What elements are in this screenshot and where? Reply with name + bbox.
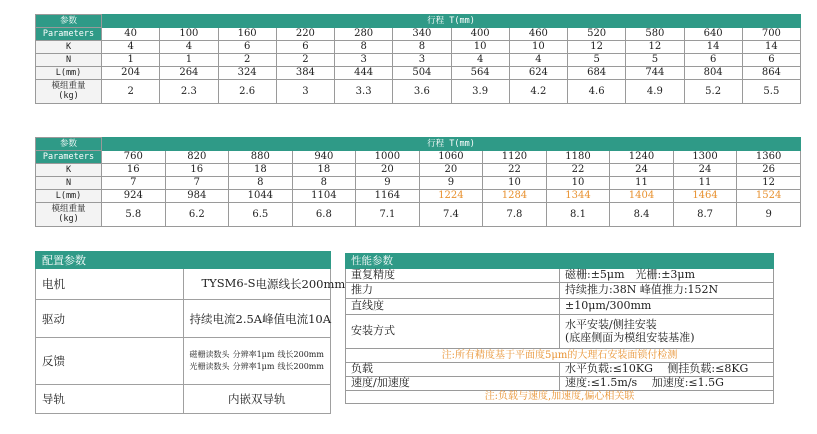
cell: 4 xyxy=(451,54,509,67)
cell: 12 xyxy=(737,177,801,190)
cell: 1360 xyxy=(737,151,801,164)
cell: 624 xyxy=(509,67,567,80)
cell: 3 xyxy=(335,54,393,67)
cell: 744 xyxy=(626,67,684,80)
weight-row xyxy=(36,203,801,227)
drive-value xyxy=(183,300,331,338)
fb-optical-resolution: 分辨率1μm xyxy=(232,362,275,371)
fb-optical-cable: 线长200mm xyxy=(277,362,324,371)
weight-label xyxy=(36,203,102,227)
k-label: K xyxy=(36,41,102,54)
performance-title: 性能参数 xyxy=(346,254,774,269)
drive-continuous: 持续电流2.5A xyxy=(189,311,263,326)
cell: 504 xyxy=(393,67,451,80)
parameters-label: Parameters xyxy=(36,28,102,41)
cell: 7 xyxy=(165,177,229,190)
cell: 880 xyxy=(229,151,293,164)
cell: 4.2 xyxy=(509,80,567,104)
cell: 324 xyxy=(218,67,276,80)
cell: 18 xyxy=(292,164,356,177)
cell: 8 xyxy=(229,177,293,190)
cell: 1240 xyxy=(610,151,674,164)
cell: 12 xyxy=(626,41,684,54)
cell: 1120 xyxy=(483,151,547,164)
cell: 2.3 xyxy=(160,80,218,104)
cell: 7.1 xyxy=(356,203,420,227)
cell: 9 xyxy=(737,203,801,227)
cell: 924 xyxy=(102,190,166,203)
cell: 2 xyxy=(276,54,334,67)
cell: 10 xyxy=(546,177,610,190)
cell: 40 xyxy=(102,28,160,41)
cell: 14 xyxy=(684,41,742,54)
fb-magnetic-cable: 线长200mm xyxy=(277,350,324,359)
thrust-label: 推力 xyxy=(346,283,560,299)
cell: 4 xyxy=(509,54,567,67)
cell: 160 xyxy=(218,28,276,41)
cell: 100 xyxy=(160,28,218,41)
config-table xyxy=(35,251,346,414)
cell: 16 xyxy=(165,164,229,177)
k-row xyxy=(36,164,801,177)
cell: 18 xyxy=(229,164,293,177)
speed-label: 速度/加速度 xyxy=(346,377,560,391)
cell: 3.6 xyxy=(393,80,451,104)
install-row xyxy=(346,315,774,349)
cell-highlight: 1464 xyxy=(673,190,737,203)
cell: 2.6 xyxy=(218,80,276,104)
config-title: 配置参数 xyxy=(36,252,331,269)
motor-cable: 电源线长200mm xyxy=(255,277,346,291)
param-label: 参数 xyxy=(36,15,102,28)
cell: 5 xyxy=(626,54,684,67)
speed-row xyxy=(346,377,774,391)
motor-model: TYSM6-S xyxy=(201,276,256,290)
cell: 4 xyxy=(102,41,160,54)
install-value-line2: (底座侧面为模组安装基准) xyxy=(565,330,695,344)
cell: 11 xyxy=(673,177,737,190)
cell: 6.5 xyxy=(229,203,293,227)
load-value: 水平负载:≤10KG 侧挂负载:≤8KG xyxy=(560,363,774,377)
cell: 7.8 xyxy=(483,203,547,227)
guide-label: 导轨 xyxy=(36,385,184,414)
cell: 1044 xyxy=(229,190,293,203)
cell: 4.6 xyxy=(568,80,626,104)
n-label: N xyxy=(36,54,102,67)
cell: 5.5 xyxy=(742,80,800,104)
stroke-row xyxy=(36,151,801,164)
cell: 400 xyxy=(451,28,509,41)
stroke-header: 行程 T(mm) xyxy=(102,138,801,151)
cell: 24 xyxy=(610,164,674,177)
cell: 4.9 xyxy=(626,80,684,104)
cell: 444 xyxy=(335,67,393,80)
cell: 264 xyxy=(160,67,218,80)
cell: 760 xyxy=(102,151,166,164)
feedback-label: 反馈 xyxy=(36,338,184,385)
stroke-header: 行程 T(mm) xyxy=(102,15,801,28)
k-row xyxy=(36,41,801,54)
weight-label-line1: 模组重量 xyxy=(51,80,86,91)
fb-magnetic-head: 磁栅读数头 xyxy=(189,350,230,359)
motor-label: 电机 xyxy=(36,269,184,300)
cell: 220 xyxy=(276,28,334,41)
feedback-row xyxy=(36,338,331,385)
cell: 9 xyxy=(419,177,483,190)
feedback-value xyxy=(183,338,331,385)
cell: 8 xyxy=(335,41,393,54)
n-label: N xyxy=(36,177,102,190)
drive-row xyxy=(36,300,331,338)
cell: 6 xyxy=(684,54,742,67)
cell-highlight: 1404 xyxy=(610,190,674,203)
cell: 10 xyxy=(483,177,547,190)
cell: 1104 xyxy=(292,190,356,203)
n-row xyxy=(36,54,801,67)
l-label: L(mm) xyxy=(36,190,102,203)
cell: 9 xyxy=(356,177,420,190)
cell: 820 xyxy=(165,151,229,164)
cell-highlight: 1284 xyxy=(483,190,547,203)
cell: 340 xyxy=(393,28,451,41)
l-label: L(mm) xyxy=(36,67,102,80)
motor-row xyxy=(36,269,331,300)
cell: 11 xyxy=(610,177,674,190)
drive-peak: 峰值电流10A xyxy=(262,311,332,326)
cell: 1164 xyxy=(356,190,420,203)
guide-value: 内嵌双导轨 xyxy=(183,385,331,414)
cell: 520 xyxy=(568,28,626,41)
cell: 3 xyxy=(276,80,334,104)
cell: 6 xyxy=(218,41,276,54)
cell: 7 xyxy=(102,177,166,190)
n-row xyxy=(36,177,801,190)
cell: 564 xyxy=(451,67,509,80)
cell: 6 xyxy=(276,41,334,54)
cell: 14 xyxy=(742,41,800,54)
motor-value xyxy=(183,269,346,300)
repeat-value: 磁栅:±5μm 光栅:±3μm xyxy=(560,269,774,283)
weight-label-line2: (kg) xyxy=(58,213,79,224)
stroke-row xyxy=(36,28,801,41)
cell-highlight: 1524 xyxy=(737,190,801,203)
cell: 8 xyxy=(393,41,451,54)
straightness-row xyxy=(346,299,774,315)
straightness-value: ±10μm/300mm xyxy=(560,299,774,315)
cell: 3.9 xyxy=(451,80,509,104)
thrust-value: 持续推力:38N 峰值推力:152N xyxy=(560,283,774,299)
weight-row xyxy=(36,80,801,104)
cell: 8 xyxy=(292,177,356,190)
stroke-table-2 xyxy=(35,137,801,227)
install-value xyxy=(560,315,774,349)
install-label: 安装方式 xyxy=(346,315,560,349)
cell: 20 xyxy=(419,164,483,177)
repeat-row xyxy=(346,269,774,283)
cell: 940 xyxy=(292,151,356,164)
cell: 984 xyxy=(165,190,229,203)
k-label: K xyxy=(36,164,102,177)
performance-table xyxy=(345,253,774,404)
cell: 26 xyxy=(737,164,801,177)
cell: 2 xyxy=(218,54,276,67)
load-row xyxy=(346,363,774,377)
l-row xyxy=(36,67,801,80)
cell: 6 xyxy=(742,54,800,67)
cell: 580 xyxy=(626,28,684,41)
cell: 6.8 xyxy=(292,203,356,227)
cell: 8.1 xyxy=(546,203,610,227)
cell: 3 xyxy=(393,54,451,67)
param-label: 参数 xyxy=(36,138,102,151)
cell: 6.2 xyxy=(165,203,229,227)
cell: 8.4 xyxy=(610,203,674,227)
cell: 10 xyxy=(451,41,509,54)
guide-row xyxy=(36,385,331,414)
load-note: 注:负载与速度,加速度,偏心相关联 xyxy=(346,391,774,404)
parameters-label: Parameters xyxy=(36,151,102,164)
install-value-line1: 水平安装/侧挂安装 xyxy=(565,317,657,331)
cell: 3.3 xyxy=(335,80,393,104)
cell: 1060 xyxy=(419,151,483,164)
cell: 8.7 xyxy=(673,203,737,227)
cell: 22 xyxy=(483,164,547,177)
fb-optical-head: 光栅读数头 xyxy=(189,362,230,371)
cell: 24 xyxy=(673,164,737,177)
cell: 5 xyxy=(568,54,626,67)
cell: 2 xyxy=(102,80,160,104)
cell: 22 xyxy=(546,164,610,177)
cell: 204 xyxy=(102,67,160,80)
cell: 640 xyxy=(684,28,742,41)
cell: 280 xyxy=(335,28,393,41)
cell: 1 xyxy=(160,54,218,67)
fb-magnetic-resolution: 分辨率1μm xyxy=(232,350,275,359)
load-label: 负载 xyxy=(346,363,560,377)
cell: 5.8 xyxy=(102,203,166,227)
cell: 10 xyxy=(509,41,567,54)
drive-label: 驱动 xyxy=(36,300,184,338)
cell: 1 xyxy=(102,54,160,67)
speed-value: 速度:≤1.5m/s 加速度:≤1.5G xyxy=(560,377,774,391)
cell-highlight: 1224 xyxy=(419,190,483,203)
cell: 5.2 xyxy=(684,80,742,104)
cell: 12 xyxy=(568,41,626,54)
cell: 384 xyxy=(276,67,334,80)
cell: 7.4 xyxy=(419,203,483,227)
cell: 16 xyxy=(102,164,166,177)
cell: 1000 xyxy=(356,151,420,164)
cell: 864 xyxy=(742,67,800,80)
cell-highlight: 1344 xyxy=(546,190,610,203)
repeat-label: 重复精度 xyxy=(346,269,560,283)
weight-label xyxy=(36,80,102,104)
weight-label-line1: 模组重量 xyxy=(51,203,86,214)
stroke-table-1 xyxy=(35,14,801,104)
cell: 1180 xyxy=(546,151,610,164)
cell: 4 xyxy=(160,41,218,54)
l-row xyxy=(36,190,801,203)
weight-label-line2: (kg) xyxy=(58,90,79,101)
straightness-label: 直线度 xyxy=(346,299,560,315)
accuracy-note: 注:所有精度基于平面度5μm的大理石安装面锁付检测 xyxy=(346,349,774,363)
cell: 804 xyxy=(684,67,742,80)
thrust-row xyxy=(346,283,774,299)
cell: 460 xyxy=(509,28,567,41)
cell: 1300 xyxy=(673,151,737,164)
cell: 700 xyxy=(742,28,800,41)
cell: 684 xyxy=(568,67,626,80)
cell: 20 xyxy=(356,164,420,177)
